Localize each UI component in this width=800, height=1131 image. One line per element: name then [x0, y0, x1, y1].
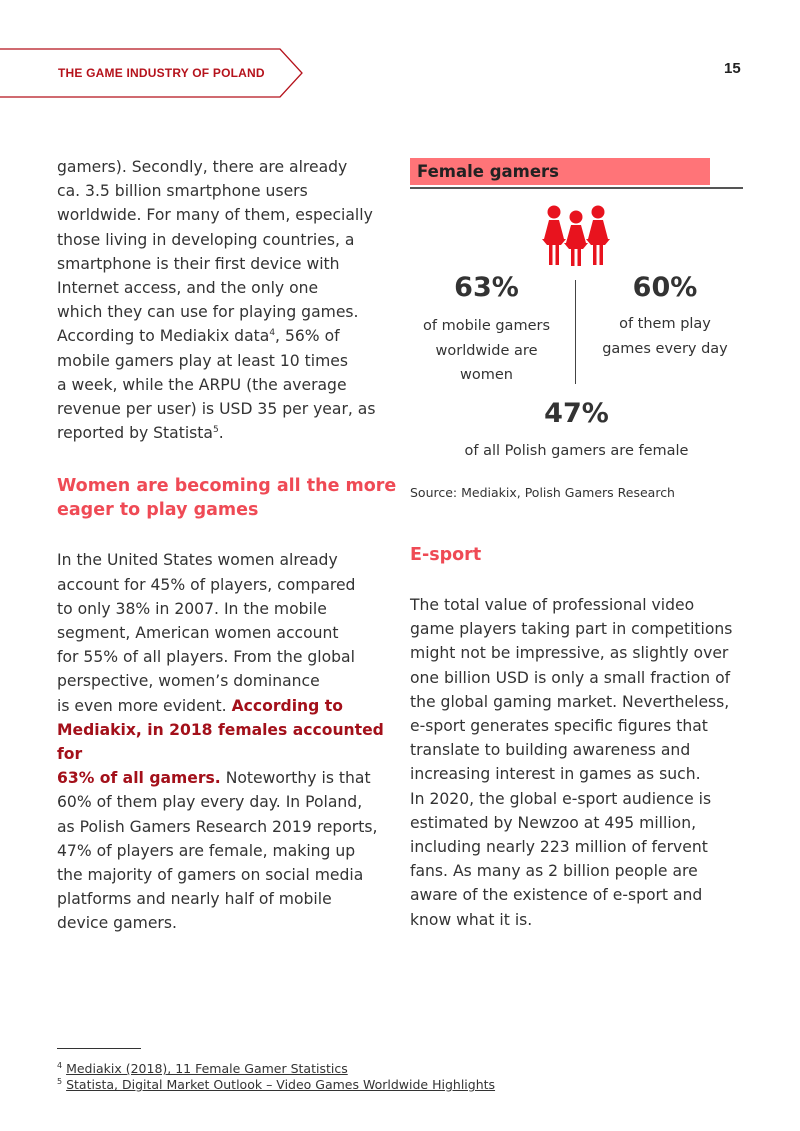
stat-mobile-women-value: 63%	[454, 272, 519, 303]
esport-paragraph	[410, 593, 750, 932]
paragraph-line: estimated by Newzoo at 495 million,	[410, 813, 697, 832]
intro-line: worldwide. For many of them, especially	[57, 206, 373, 225]
stat-daily-play-value: 60%	[632, 272, 698, 303]
footnote-link-statista[interactable]: Statista, Digital Market Outlook – Video Games Worldwide Highlights	[66, 1077, 496, 1093]
paragraph-line: Noteworthy is that	[220, 769, 371, 788]
highlight-text: According to	[231, 696, 343, 715]
footnote-divider	[57, 1048, 141, 1049]
paragraph-line: fans. As many as 2 billion people are	[410, 862, 698, 881]
paragraph-line: translate to building awareness and	[410, 741, 691, 760]
paragraph-line: the majority of gamers on social media	[57, 866, 364, 885]
paragraph-line: device gamers.	[57, 914, 177, 933]
paragraph-line: game players taking part in competitions	[410, 620, 733, 639]
paragraph-line: one billion USD is only a small fraction of	[410, 668, 731, 687]
page-number: 15	[724, 60, 741, 77]
paragraph-line: as Polish Gamers Research 2019 reports,	[57, 817, 378, 836]
source-note: Source: Mediakix, Polish Gamers Research	[410, 485, 675, 500]
paragraph-line: aware of the existence of e-sport and	[410, 886, 703, 905]
heading-line: eager to play games	[57, 500, 259, 521]
paragraph-line: segment, American women account	[57, 624, 339, 643]
intro-paragraph	[57, 155, 397, 445]
paragraph-line: account for 45% of players, compared	[57, 575, 356, 594]
heading-line: Women are becoming all the more	[57, 476, 397, 497]
paragraph-line: The total value of professional video	[410, 596, 695, 614]
paragraph-line: In 2020, the global e-sport audience is	[410, 789, 712, 808]
footnote-number: 4	[57, 1061, 63, 1070]
stat-divider	[575, 280, 576, 384]
paragraph-line: the global gaming market. Nevertheless,	[410, 692, 730, 711]
paragraph-line: might not be impressive, as slightly over	[410, 644, 729, 663]
women-section-heading	[57, 474, 397, 522]
female-gamers-title: Female gamers	[410, 158, 710, 185]
paragraph-line: to only 38% in 2007. In the mobile	[57, 599, 327, 618]
stat-mobile-women-desc	[410, 314, 563, 388]
left-column	[57, 155, 397, 936]
paragraph-line: including nearly 223 million of fervent	[410, 838, 708, 857]
intro-line: mobile gamers play at least 10 times	[57, 351, 349, 370]
footnote-link-mediakix[interactable]: Mediakix (2018), 11 Female Gamer Statistics	[66, 1061, 348, 1077]
intro-statista-text: reported by Statista	[57, 424, 213, 443]
footnote-5	[57, 1074, 495, 1093]
women-group-icon	[538, 203, 614, 267]
intro-statista-text-end: .	[218, 424, 224, 443]
paragraph-line: increasing interest in games as such.	[410, 765, 701, 784]
paragraph-line: 60% of them play every day. In Poland,	[57, 793, 363, 812]
stat-polish-female-value: 47%	[544, 398, 609, 429]
intro-mediakix-text-end: , 56% of	[275, 327, 340, 346]
paragraph-line: 47% of players are female, making up	[57, 841, 356, 860]
paragraph-line: for 55% of all players. From the global	[57, 648, 355, 667]
intro-line: gamers). Secondly, there are already	[57, 158, 348, 176]
stat-desc-line: of them play	[619, 316, 711, 332]
stat-polish-female-desc: of all Polish gamers are female	[464, 443, 689, 459]
women-paragraph	[57, 548, 397, 935]
footnote-number: 5	[57, 1077, 63, 1086]
paragraph-line: e-sport generates specific figures that	[410, 717, 708, 736]
intro-line: smartphone is their first device with	[57, 254, 340, 273]
paragraph-line: is even more evident.	[57, 696, 232, 715]
paragraph-line: In the United States women already	[57, 551, 338, 570]
highlight-text: Mediakix, in 2018 females accounted for	[57, 720, 384, 764]
stat-desc-line: of mobile gamers	[422, 318, 551, 334]
intro-line: a week, while the ARPU (the average	[57, 375, 347, 394]
right-column	[410, 155, 750, 932]
stat-desc-line: games every day	[602, 340, 728, 357]
paragraph-line: know what it is.	[410, 910, 533, 929]
highlight-text: 63% of all gamers.	[57, 769, 221, 788]
footnote-ref-5[interactable]: 5	[212, 425, 219, 436]
stat-desc-line: women	[460, 367, 513, 383]
intro-line: ca. 3.5 billion smartphone users	[57, 182, 308, 201]
female-gamers-box	[410, 155, 750, 515]
stat-daily-play-desc	[590, 312, 740, 361]
intro-mediakix-text: According to Mediakix data	[57, 327, 270, 346]
paragraph-line: perspective, women’s dominance	[57, 672, 320, 691]
title-divider	[410, 187, 743, 189]
intro-line: those living in developing countries, a	[57, 230, 355, 249]
footnote-ref-4[interactable]: 4	[269, 328, 276, 339]
intro-line: revenue per user) is USD 35 per year, as	[57, 400, 376, 419]
intro-line: Internet access, and the only one	[57, 279, 319, 298]
intro-line: which they can use for playing games.	[57, 303, 359, 322]
esport-heading: E-sport	[410, 545, 482, 565]
running-header-title: THE GAME INDUSTRY OF POLAND	[58, 66, 265, 80]
paragraph-line: platforms and nearly half of mobile	[57, 890, 332, 909]
stat-desc-line: worldwide are	[435, 342, 538, 359]
